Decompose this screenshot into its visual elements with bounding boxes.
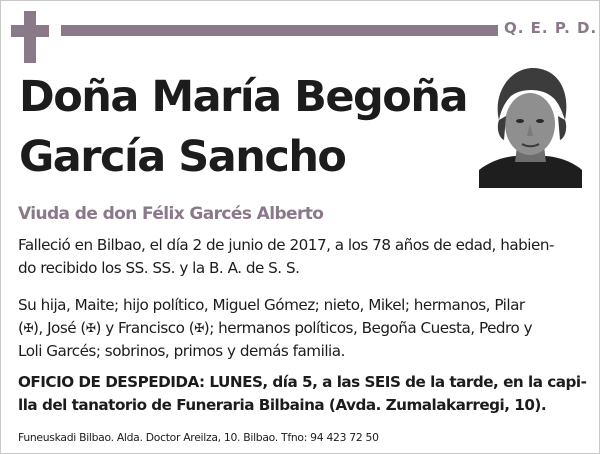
funeral-service-paragraph: [18, 371, 587, 417]
funeral-home-footer: Funeuskadi Bilbao. Alda. Doctor Areilza, 10. Bilbao. Tfno: 94 423 72 50: [18, 431, 379, 444]
paragraph-line: lla del tanatorio de Funeraria Bilbaina (Avda. Zumalakarregi, 10).: [18, 396, 547, 414]
death-notice-paragraph: [18, 234, 584, 280]
paragraph-line: Falleció en Bilbao, el día 2 de junio de 2017, a los 78 años de edad, habien-: [18, 236, 554, 254]
paragraph-line: Loli Garcés; sobrinos, primos y demás familia.: [18, 342, 345, 360]
portrait-photo: [479, 58, 582, 188]
deceased-name: [19, 67, 467, 187]
family-paragraph: [18, 294, 584, 363]
cross-icon: ✠: [23, 321, 33, 335]
subtitle-widow-of: Viuda de don Félix Garcés Alberto: [18, 204, 324, 224]
header-rule: [61, 25, 498, 36]
paragraph-line: (✠), José (✠) y Francisco (✠); hermanos políticos, Begoña Cuesta, Pedro y: [18, 319, 533, 337]
paragraph-line: OFICIO DE DESPEDIDA: LUNES, día 5, a las SEIS de la tarde, en la capi-: [18, 373, 587, 391]
name-line-2: García Sancho: [19, 132, 346, 182]
qepd-label: Q. E. P. D.: [504, 19, 598, 37]
cross-icon: ✠: [85, 321, 96, 335]
paragraph-line: Su hija, Maite; hijo político, Miguel Gómez; nieto, Mikel; hermanos, Pilar: [18, 296, 525, 314]
paragraph-line: do recibido los SS. SS. y la B. A. de S. S.: [18, 259, 300, 277]
cross-icon: ✠: [194, 321, 204, 335]
name-line-1: Doña María Begoña: [19, 72, 467, 122]
cross-icon: [11, 11, 49, 63]
